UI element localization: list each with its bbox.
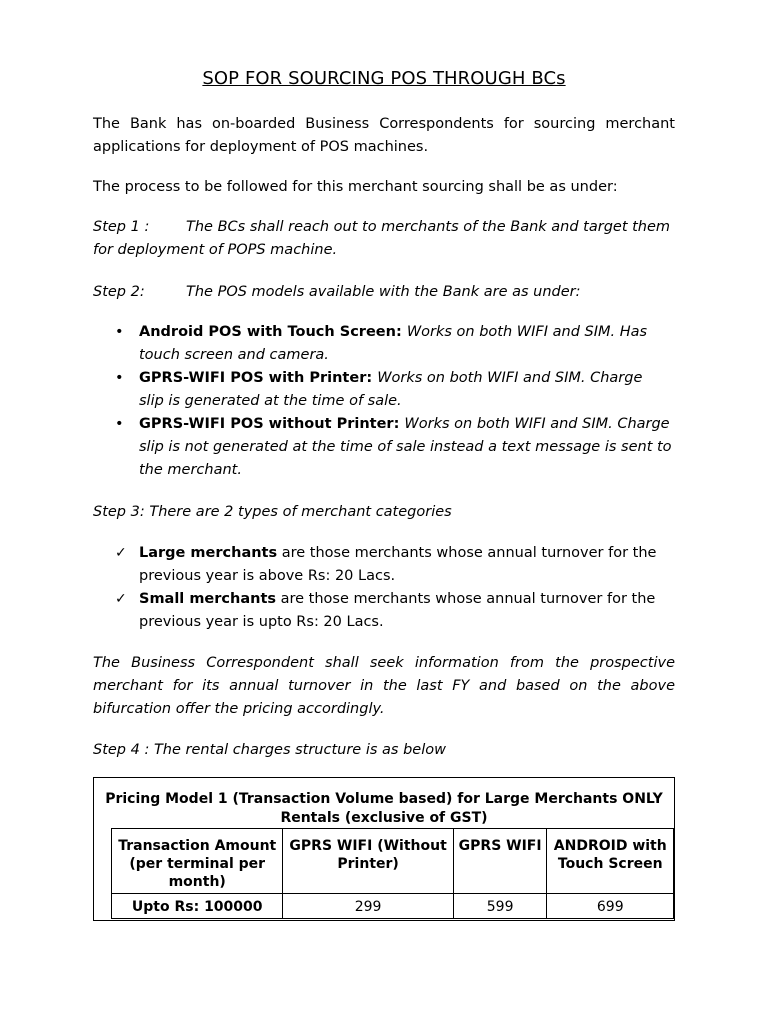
pos-models-list <box>93 321 675 482</box>
pos-model-separator: : <box>395 324 407 340</box>
list-item <box>93 588 675 634</box>
pricing-title-line-2: Rentals (exclusive of GST) <box>280 810 488 826</box>
pricing-table-box <box>93 777 675 921</box>
step-2-text: The POS models available with the Bank are as under: <box>186 284 581 300</box>
table-cell: 299 <box>283 894 453 919</box>
pos-model-separator: : <box>393 416 405 432</box>
table-cell: Upto Rs: 100000 <box>112 894 283 919</box>
list-item <box>93 367 651 413</box>
column-header: Transaction Amount (per terminal per month) <box>112 829 283 894</box>
table-row <box>112 894 674 919</box>
process-intro: The process to be followed for this merchant sourcing shall be as under: <box>93 179 618 195</box>
checkmark-icon: ✓ <box>115 591 127 607</box>
merchant-category-description: are those merchants whose annual turnover for the previous year is upto Rs: 20 Lacs. <box>139 591 656 630</box>
pricing-title-line-1: Pricing Model 1 (Transaction Volume based) for Large Merchants ONLY <box>105 791 663 807</box>
column-header: GPRS WIFI <box>453 829 547 894</box>
merchant-category-description: are those merchants whose annual turnover for the previous year is above Rs: 20 Lacs. <box>139 545 657 584</box>
intro-paragraph: The Bank has on-boarded Business Correspondents for sourcing merchant applications for deployment of POS machines. <box>93 116 675 155</box>
table-cell: 699 <box>547 894 674 919</box>
pos-model-name: Android POS with Touch Screen <box>139 324 396 340</box>
bullet-icon: • <box>115 416 124 432</box>
merchant-category-name: Small merchants <box>139 591 277 607</box>
merchant-category-name: Large merchants <box>139 545 278 561</box>
pos-model-description: Works on both WIFI and SIM. Charge slip is generated at the time of sale. <box>139 370 643 409</box>
column-header: GPRS WIFI (Without Printer) <box>283 829 453 894</box>
pos-model-name: GPRS-WIFI POS with Printer <box>139 370 367 386</box>
step-1-text: The BCs shall reach out to merchants of the Bank and target them for deployment of POPS machine. <box>93 219 671 258</box>
step-2 <box>93 281 675 304</box>
rentals-table <box>111 828 674 919</box>
bc-note: The Business Correspondent shall seek information from the prospective merchant for its annual turnover in the last FY and based on the above bifurcation offer the pricing accordingly. <box>93 655 675 717</box>
bullet-icon: • <box>115 370 124 386</box>
list-item <box>93 321 651 367</box>
checkmark-icon: ✓ <box>115 545 127 561</box>
document-title: SOP FOR SOURCING POS THROUGH BCs <box>202 68 566 89</box>
list-item <box>93 413 675 482</box>
merchant-categories-list <box>93 542 675 634</box>
column-header: ANDROID with Touch Screen <box>547 829 674 894</box>
pos-model-description: Works on both WIFI and SIM. Has touch screen and camera. <box>139 324 648 363</box>
pos-model-name: GPRS-WIFI POS without Printer <box>139 416 394 432</box>
step-3: Step 3: There are 2 types of merchant categories <box>93 504 452 520</box>
step-1 <box>93 216 675 262</box>
table-cell: 599 <box>453 894 547 919</box>
step-2-label: Step 2: <box>93 284 145 300</box>
table-header-row <box>112 829 674 894</box>
list-item <box>93 542 675 588</box>
pos-model-separator: : <box>366 370 378 386</box>
step-4: Step 4 : The rental charges structure is as below <box>93 742 446 758</box>
pos-model-description: Works on both WIFI and SIM. Charge slip is not generated at the time of sale instead a text message is sent to the merchant. <box>139 416 672 478</box>
step-1-label: Step 1 : <box>93 219 150 235</box>
bullet-icon: • <box>115 324 124 340</box>
pricing-table-title <box>94 778 674 828</box>
